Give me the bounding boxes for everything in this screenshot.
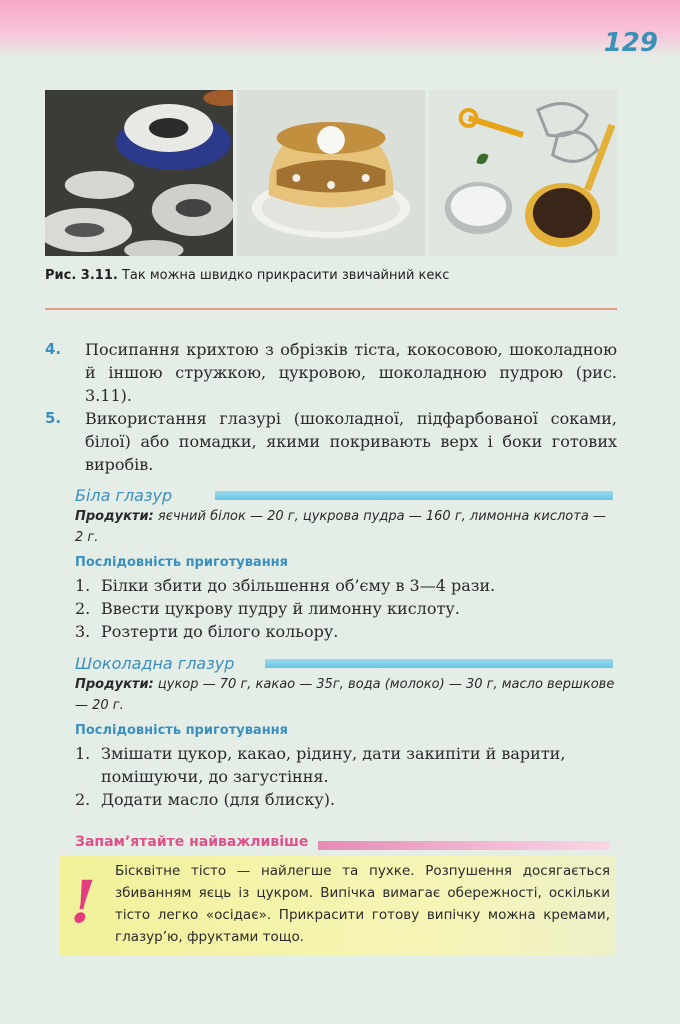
method-item (45, 338, 617, 407)
recipe-title-chocolate-glaze: Шоколадна глазур (75, 654, 235, 673)
stencil-photo (45, 90, 233, 256)
step-number: 2. (75, 790, 91, 809)
recipe-title-white-glaze: Біла глазур (75, 486, 173, 505)
page-header-band (0, 0, 680, 58)
method-number: 5. (45, 409, 62, 427)
products-label: Продукти: (75, 677, 154, 692)
step-item (75, 620, 620, 643)
products-text: яєчний білок — 20 г, цукрова пудра — 160 г, лимонна кислота — 2 г. (75, 509, 606, 545)
cake-photo (237, 90, 425, 256)
figure-caption-text: Так можна швидко прикрасити звичайний кекс (121, 268, 450, 283)
separator-line (45, 308, 617, 310)
step-text: Білки збити до збільшення об’єму в 3—4 рази. (101, 576, 496, 595)
sequence-heading: Послідовність приготування (75, 723, 289, 738)
sequence-heading: Послідовність приготування (75, 555, 289, 570)
step-number: 3. (75, 622, 91, 641)
figure-caption (45, 268, 449, 283)
step-item (75, 597, 620, 620)
step-number: 1. (75, 744, 91, 763)
step-number: 2. (75, 599, 91, 618)
method-number: 4. (45, 340, 62, 358)
method-text: Використання глазурі (шоколадної, підфарбованої соками, білої) або помадки, якими покривають верх і боки готових виробів. (85, 409, 617, 474)
step-text: Додати масло (для блиску). (101, 790, 336, 809)
step-item (75, 574, 620, 597)
figure-caption-label: Рис. 3.11. (45, 268, 118, 283)
step-number: 1. (75, 576, 91, 595)
recipe-title-bar (265, 659, 613, 668)
products-text: цукор — 70 г, какао — 35г, вода (молоко) — 30 г, масло вершкове — 20 г. (75, 677, 615, 713)
method-item (45, 407, 617, 476)
remember-note-text: Бісквітне тісто — найлегше та пухке. Розпушення досягається збиванням яєць із цукром. Випічка вимагає обережності, оскільки тісто легко «осідає». Прикрасити готову випічку можна кремами, глазур’ю, фруктами тощо. (115, 863, 610, 945)
method-text: Посипання крихтою з обрізків тіста, кокосовою, шоколадною й іншою стружкою, цукровою, шоколадною пудрою (рис. 3.11). (85, 340, 617, 405)
step-item (75, 788, 620, 811)
figure-photos (45, 90, 617, 256)
page-number: 129 (603, 28, 658, 58)
step-item (75, 742, 620, 788)
tools-photo (429, 90, 617, 256)
recipe-title-bar (215, 491, 613, 500)
step-text: Змішати цукор, какао, рідину, дати закипіти й варити, помішуючи, до загустіння. (101, 744, 566, 786)
remember-heading: Запам’ятайте найважливіше (75, 834, 309, 850)
recipe-steps (75, 742, 620, 811)
products-label: Продукти: (75, 509, 154, 524)
exclamation-icon: ! (70, 868, 96, 936)
recipe-products (75, 506, 615, 548)
recipe-products (75, 674, 615, 716)
recipe-steps (75, 574, 620, 643)
step-text: Ввести цукрову пудру й лимонну кислоту. (101, 599, 460, 618)
remember-title-bar (318, 841, 610, 850)
step-text: Розтерти до білого кольору. (101, 622, 339, 641)
